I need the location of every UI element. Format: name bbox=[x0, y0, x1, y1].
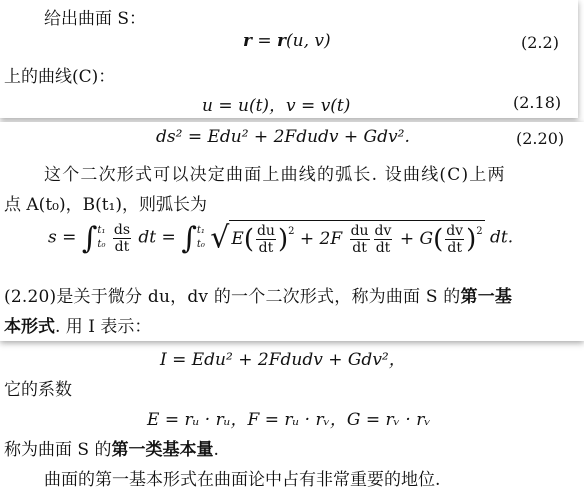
clip2-equation-number: (2.20) bbox=[516, 129, 565, 148]
clip2-paragraph-line-3: (2.20)是关于微分 du，dv 的一个二次形式，称为曲面 S 的第一基 bbox=[4, 287, 513, 307]
clip1-equation-number-2: (2.18) bbox=[513, 93, 562, 112]
clip-3 bbox=[0, 343, 584, 493]
sqrt-sign: √ bbox=[210, 220, 230, 256]
clip2-paragraph-line-4: 本形式. 用 Ⅰ 表示： bbox=[4, 317, 152, 337]
clip2-arc-length-formula: s = ∫ t₁ t₀ $\frac{ds}{dt}$ dt = ∫ t₁ t₀ √ E( $\frac{du}{dt}$ )$^2$ + 2F $\frac{du}{dt}$ $\frac{dv}{dt}$ + G( $\frac{dv}{dt}$ )$^2$ dt. bbox=[48, 220, 514, 256]
clip-1 bbox=[0, 0, 578, 118]
sqrt-body: E( $\frac{du}{dt}$ )$^2$ + 2F $\frac{du}{dt}$ $\frac{dv}{dt}$ + G( $\frac{dv}{dt}$ )$^2$ bbox=[229, 220, 484, 256]
clip-2 bbox=[0, 122, 584, 341]
clip1-equation-surface: r = r(u, v) bbox=[243, 31, 331, 51]
clip1-line-given-surface: 给出曲面 S： bbox=[44, 9, 147, 29]
clip2-equation-ds2: ds² = Edu² + 2Fdudv + Gdv². bbox=[156, 127, 410, 147]
clip3-equation-first-form: Ⅰ = Edu² + 2Fdudv + Gdv²， bbox=[160, 350, 406, 370]
clip2-paragraph-line-1: 这个二次形式可以决定曲面上曲线的弧长. 设曲线(C)上两 bbox=[44, 165, 506, 185]
clip3-equation-coefficients: E = rᵤ · rᵤ，F = rᵤ · rᵥ，G = rᵥ · rᵥ bbox=[147, 410, 431, 430]
fraction-ds-dt: $\frac{ds}{dt}$ bbox=[113, 221, 131, 255]
clip2-paragraph-line-2: 点 A(t₀)，B(t₁)，则弧长为 bbox=[4, 195, 207, 215]
term-first-class-fundamental: 第一类基本量 bbox=[111, 440, 214, 460]
clip3-line-coefficients: 它的系数 bbox=[4, 380, 72, 400]
term-form: 本形式 bbox=[4, 317, 55, 337]
clip1-line-curve: 上的曲线(C)： bbox=[4, 67, 116, 87]
clip3-line-called: 称为曲面 S 的第一类基本量. bbox=[4, 440, 219, 460]
clip1-equation-number: (2.2) bbox=[521, 33, 559, 52]
integral-sign-2: ∫ bbox=[181, 220, 197, 256]
term-first-fundamental: 第一基 bbox=[460, 287, 513, 307]
integral-sign: ∫ bbox=[81, 220, 98, 256]
clip3-line-importance: 曲面的第一基本形式在曲面论中占有非常重要的地位. bbox=[44, 470, 441, 490]
clip1-equation-curve: u = u(t)，v = v(t) bbox=[202, 96, 351, 116]
